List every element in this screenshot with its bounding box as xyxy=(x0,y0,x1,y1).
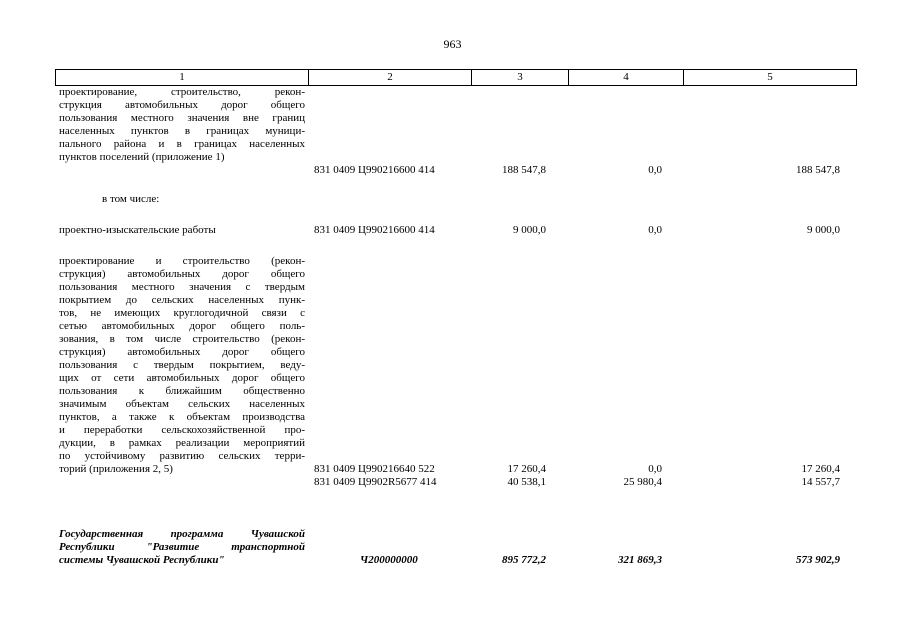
desc-line: струкция) автомобильных дорог общего xyxy=(59,346,305,358)
row-value-col3: 895 772,2 xyxy=(502,554,546,566)
desc-line: пунктов поселений (приложение 1) xyxy=(59,151,225,163)
desc-line: проектно-изыскательские работы xyxy=(59,224,216,236)
row-code: 831 0409 Ц990216640 522 xyxy=(314,463,435,475)
desc-line: пунктов, а также к объектам производства xyxy=(59,411,305,423)
table-header xyxy=(55,69,857,86)
desc-line: Государственная программа Чувашской xyxy=(59,528,305,540)
desc-line: системы Чувашской Республики" xyxy=(59,554,225,566)
row-value-col4: 0,0 xyxy=(648,463,662,475)
desc-line: сетью автомобильных дорог общего поль- xyxy=(59,320,305,332)
desc-line: струкция) автомобильных дорог общего xyxy=(59,268,305,280)
row-value-col5: 188 547,8 xyxy=(796,164,840,176)
row-description xyxy=(59,528,305,567)
page-number: 963 xyxy=(443,37,462,51)
row-code: 831 0409 Ц9902R5677 414 xyxy=(314,476,437,488)
desc-line: пользования местного значения с твердым xyxy=(59,281,305,293)
row-description xyxy=(59,255,305,476)
desc-line: дукции, в рамках реализации мероприятий xyxy=(59,437,305,449)
row-value-col3: 188 547,8 xyxy=(502,164,546,176)
row-value-col4: 321 869,3 xyxy=(618,554,662,566)
budget-table xyxy=(55,69,857,566)
desc-line: проектирование, строительство, рекон- xyxy=(59,86,305,98)
desc-line: пользования с твердым покрытием, веду- xyxy=(59,359,305,371)
row-value-col4: 0,0 xyxy=(648,164,662,176)
desc-line: пального района и в границах населенных xyxy=(59,138,305,150)
desc-line: значимым объектам сельских населенных xyxy=(59,398,305,410)
desc-line: населенных пунктов в границах муници- xyxy=(59,125,305,137)
subsection-label: в том числе: xyxy=(102,193,160,205)
row-value-col3: 17 260,4 xyxy=(507,463,546,475)
header-col-5: 5 xyxy=(767,71,773,83)
desc-line: струкция автомобильных дорог общего xyxy=(59,99,305,111)
header-col-2: 2 xyxy=(309,70,472,85)
row-value-col5: 9 000,0 xyxy=(807,224,840,236)
desc-line: зования, в том числе строительство (рекон- xyxy=(59,333,305,345)
row-value-col4: 25 980,4 xyxy=(623,476,662,488)
desc-line: тов, не имеющих круглогодичной связи с xyxy=(59,307,305,319)
desc-line: пользования местного значения вне границ xyxy=(59,112,305,124)
desc-line: покрытием до сельских населенных пунк- xyxy=(59,294,305,306)
desc-line: пользования к ближайшим общественно xyxy=(59,385,305,397)
desc-line: щих от сети автомобильных дорог общего xyxy=(59,372,305,384)
desc-line: и переработки сельскохозяйственной про- xyxy=(59,424,305,436)
row-code: Ч200000000 xyxy=(360,554,418,566)
row-value-col5: 14 557,7 xyxy=(801,476,840,488)
row-value-col5: 17 260,4 xyxy=(801,463,840,475)
row-description xyxy=(59,224,305,237)
row-code: 831 0409 Ц990216600 414 xyxy=(314,164,435,176)
desc-line: Республики "Развитие транспортной xyxy=(59,541,305,553)
header-col-3: 3 xyxy=(472,70,569,85)
row-value-col5: 573 902,9 xyxy=(796,554,840,566)
row-code: 831 0409 Ц990216600 414 xyxy=(314,224,435,236)
desc-line: проектирование и строительство (рекон- xyxy=(59,255,305,267)
row-value-col4: 0,0 xyxy=(648,224,662,236)
desc-line: торий (приложения 2, 5) xyxy=(59,463,173,475)
header-col-1: 1 xyxy=(56,70,309,85)
row-value-col3: 9 000,0 xyxy=(513,224,546,236)
row-value-col3: 40 538,1 xyxy=(507,476,546,488)
row-description xyxy=(59,86,305,164)
header-col-4: 4 xyxy=(569,70,684,85)
desc-line: по устойчивому развитию сельских терри- xyxy=(59,450,305,462)
